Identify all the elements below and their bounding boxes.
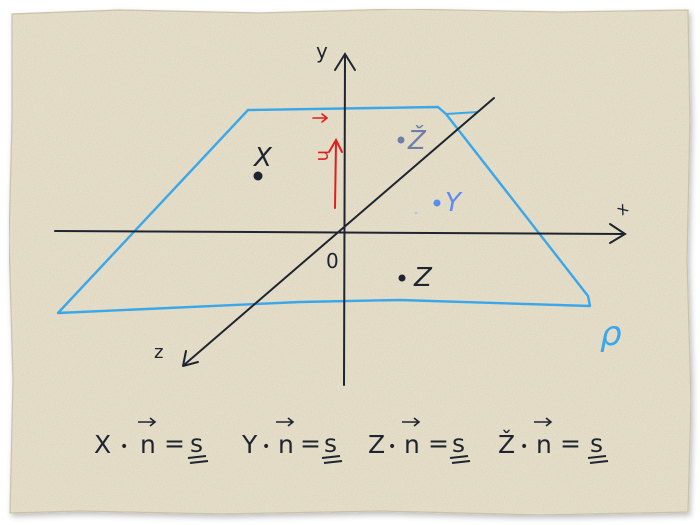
z-axis-label: z	[154, 342, 164, 363]
equation-z-point: Z	[368, 430, 386, 459]
equation-z-dot: •	[388, 439, 397, 455]
point-y-projection-dot	[415, 212, 418, 215]
equation-z-check-point: Ž	[498, 430, 516, 459]
equation-z-rhs: s	[452, 429, 466, 458]
equation-x-point: X	[94, 430, 112, 459]
equation-y-dot: •	[262, 439, 271, 455]
equation-z-check-equals: =	[560, 429, 581, 458]
point-z-dot	[399, 275, 406, 282]
equation-x-vector: n	[140, 430, 156, 459]
normal-vector-label	[313, 150, 334, 161]
origin-label: 0	[326, 249, 339, 273]
equation-z-check-rhs: s	[590, 429, 604, 458]
y-axis-label: y	[316, 39, 328, 63]
equation-y-equals: =	[300, 429, 321, 458]
point-y-dot	[434, 200, 441, 207]
point-z-check-label: Ž	[408, 126, 426, 156]
equation-z-check-dot: •	[520, 439, 529, 455]
paper-sheet	[9, 9, 691, 515]
equation-x-rhs: s	[190, 429, 204, 458]
x-axis-label: x	[612, 198, 632, 220]
point-y-label: Y	[445, 188, 461, 218]
point-z-check-dot	[398, 137, 405, 144]
point-x-label: X	[254, 143, 272, 173]
equation-z-vector: n	[404, 430, 420, 459]
paper-background	[9, 9, 691, 515]
normal-label-text: n	[313, 150, 334, 162]
equation-y-point: Y	[242, 430, 258, 459]
equation-z-equals: =	[428, 429, 449, 458]
equation-y-rhs: s	[324, 429, 338, 458]
equation-z-check-vector: n	[536, 430, 552, 459]
equation-x-equals: =	[164, 429, 185, 458]
equation-y-vector: n	[278, 430, 294, 459]
plane-label: ρ	[600, 314, 622, 354]
equation-x-dot: •	[120, 439, 129, 455]
point-z-label: Z	[414, 263, 432, 293]
